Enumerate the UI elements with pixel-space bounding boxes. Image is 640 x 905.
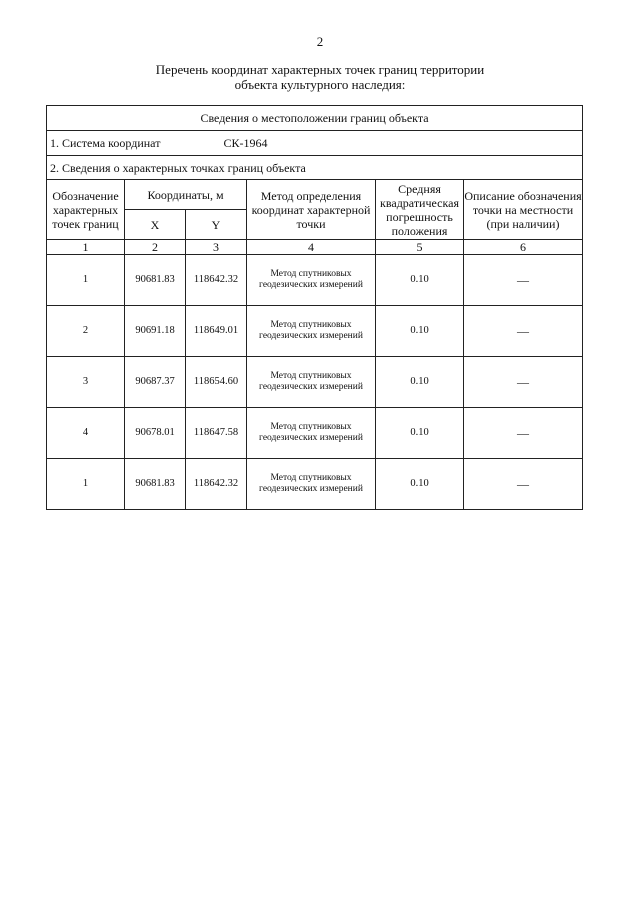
coord-system-value: СК-1964	[223, 136, 268, 150]
x-coordinate: 90681.83	[125, 255, 186, 306]
y-coordinate: 118649.01	[186, 306, 247, 357]
table-row	[47, 408, 583, 459]
page-number: 2	[316, 34, 324, 49]
column-number: 6	[464, 240, 583, 255]
point-description: —	[464, 306, 583, 357]
point-id: 4	[47, 408, 125, 459]
point-id: 3	[47, 357, 125, 408]
point-description: —	[464, 357, 583, 408]
table-row	[47, 459, 583, 510]
point-description: —	[464, 408, 583, 459]
error-value: 0.10	[376, 408, 464, 459]
point-id: 1	[47, 459, 125, 510]
error-value: 0.10	[376, 357, 464, 408]
col-header-point: Обозначение характерных точек границ	[47, 180, 125, 240]
title-line-1: Перечень координат характерных точек границ территории	[155, 62, 485, 77]
method: Метод спутниковых геодезических измерений	[247, 255, 376, 306]
col-header-error: Средняя квадратическая погрешность положения	[376, 180, 464, 240]
column-number: 4	[247, 240, 376, 255]
method: Метод спутниковых геодезических измерений	[247, 306, 376, 357]
column-number: 5	[376, 240, 464, 255]
col-header-y: Y	[186, 210, 247, 240]
coord-system-row	[47, 131, 583, 156]
coordinates-table	[46, 105, 583, 510]
point-id: 2	[47, 306, 125, 357]
error-value: 0.10	[376, 459, 464, 510]
title-line-2: объекта культурного наследия:	[234, 77, 406, 92]
x-coordinate: 90687.37	[125, 357, 186, 408]
point-id: 1	[47, 255, 125, 306]
point-description: —	[464, 255, 583, 306]
y-coordinate: 118647.58	[186, 408, 247, 459]
column-number: 3	[186, 240, 247, 255]
y-coordinate: 118654.60	[186, 357, 247, 408]
x-coordinate: 90681.83	[125, 459, 186, 510]
error-value: 0.10	[376, 306, 464, 357]
column-numbers-row	[47, 240, 583, 255]
column-number: 1	[47, 240, 125, 255]
method: Метод спутниковых геодезических измерений	[247, 357, 376, 408]
table-row	[47, 255, 583, 306]
y-coordinate: 118642.32	[186, 255, 247, 306]
document-title	[0, 62, 640, 92]
col-header-x: X	[125, 210, 186, 240]
section-header: Сведения о местоположении границ объекта	[47, 106, 583, 131]
x-coordinate: 90691.18	[125, 306, 186, 357]
table-row	[47, 306, 583, 357]
col-header-description: Описание обозначения точки на местности (при наличии)	[464, 180, 583, 240]
method: Метод спутниковых геодезических измерений	[247, 408, 376, 459]
point-description: —	[464, 459, 583, 510]
x-coordinate: 90678.01	[125, 408, 186, 459]
column-number: 2	[125, 240, 186, 255]
error-value: 0.10	[376, 255, 464, 306]
col-header-method: Метод определения координат характерной точки	[247, 180, 376, 240]
table-row	[47, 357, 583, 408]
method: Метод спутниковых геодезических измерений	[247, 459, 376, 510]
y-coordinate: 118642.32	[186, 459, 247, 510]
points-header: 2. Сведения о характерных точках границ объекта	[47, 156, 583, 180]
col-header-coordinates: Координаты, м	[125, 180, 247, 210]
coord-system-label: 1. Система координат	[50, 136, 161, 150]
